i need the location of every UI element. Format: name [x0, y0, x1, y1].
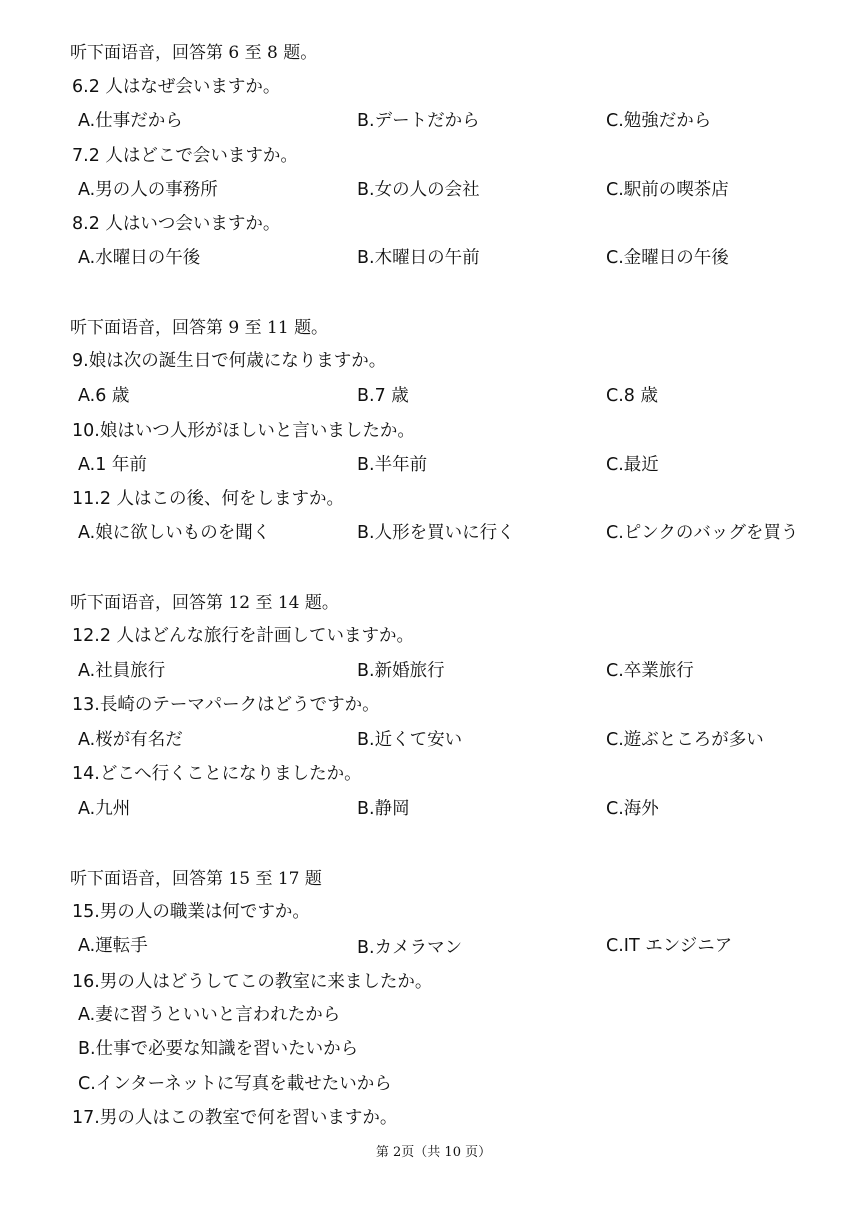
option-14c: C.海外	[606, 799, 659, 819]
option-7c: C.駅前の喫茶店	[606, 180, 729, 200]
option-16c: C.インターネットに写真を載せたいから	[78, 1074, 392, 1094]
option-8c: C.金曜日の午後	[606, 248, 729, 268]
section-instruction: 听下面语音，回答第 12 至 14 题。	[70, 593, 339, 613]
question-15: 15.男の人の職業は何ですか。	[72, 902, 310, 922]
option-6b: B.デートだから	[357, 111, 480, 131]
question-13: 13.長崎のテーマパークはどうですか。	[72, 695, 380, 715]
question-8: 8.2 人はいつ会いますか。	[72, 214, 281, 234]
option-15c: C.IT エンジニア	[606, 936, 733, 956]
option-9b: B.7 歳	[357, 386, 409, 406]
section-instruction: 听下面语音，回答第 15 至 17 题	[70, 869, 322, 889]
option-12a: A.社員旅行	[78, 661, 166, 681]
option-7b: B.女の人の会社	[357, 180, 480, 200]
option-12b: B.新婚旅行	[357, 661, 445, 681]
option-16a: A.妻に習うといいと言われたから	[78, 1005, 341, 1025]
option-13a: A.桜が有名だ	[78, 730, 183, 750]
option-8a: A.水曜日の午後	[78, 248, 201, 268]
option-14a: A.九州	[78, 799, 131, 819]
question-7: 7.2 人はどこで会いますか。	[72, 146, 298, 166]
option-12c: C.卒業旅行	[606, 661, 694, 681]
option-9a: A.6 歳	[78, 386, 130, 406]
option-8b: B.木曜日の午前	[357, 248, 480, 268]
question-11: 11.2 人はこの後、何をしますか。	[72, 489, 345, 509]
question-17: 17.男の人はこの教室で何を習いますか。	[72, 1108, 398, 1128]
section-instruction: 听下面语音，回答第 9 至 11 题。	[70, 318, 329, 338]
question-10: 10.娘はいつ人形がほしいと言いましたか。	[72, 421, 415, 441]
option-7a: A.男の人の事務所	[78, 180, 218, 200]
option-10a: A.1 年前	[78, 455, 147, 475]
option-14b: B.静岡	[357, 799, 410, 819]
option-9c: C.8 歳	[606, 386, 658, 406]
option-11a: A.娘に欲しいものを聞く	[78, 523, 271, 543]
option-16b: B.仕事で必要な知識を習いたいから	[78, 1039, 359, 1059]
option-11c: C.ピンクのバッグを買う	[606, 523, 799, 543]
option-11b: B.人形を買いに行く	[357, 523, 515, 543]
option-6a: A.仕事だから	[78, 111, 183, 131]
option-6c: C.勉強だから	[606, 111, 712, 131]
option-15b: B.カメラマン	[357, 938, 463, 958]
question-9: 9.娘は次の誕生日で何歳になりますか。	[72, 351, 387, 371]
option-15a: A.運転手	[78, 936, 148, 956]
question-14: 14.どこへ行くことになりましたか。	[72, 764, 362, 784]
option-10b: B.半年前	[357, 455, 428, 475]
option-13b: B.近くて安い	[357, 730, 463, 750]
page-footer: 第 2页（共 10 页）	[375, 1145, 492, 1160]
option-10c: C.最近	[606, 455, 659, 475]
section-instruction: 听下面语音，回答第 6 至 8 题。	[70, 43, 318, 63]
question-12: 12.2 人はどんな旅行を計画していますか。	[72, 626, 415, 646]
option-13c: C.遊ぶところが多い	[606, 730, 764, 750]
question-16: 16.男の人はどうしてこの教室に来ましたか。	[72, 972, 433, 992]
question-6: 6.2 人はなぜ会いますか。	[72, 77, 281, 97]
